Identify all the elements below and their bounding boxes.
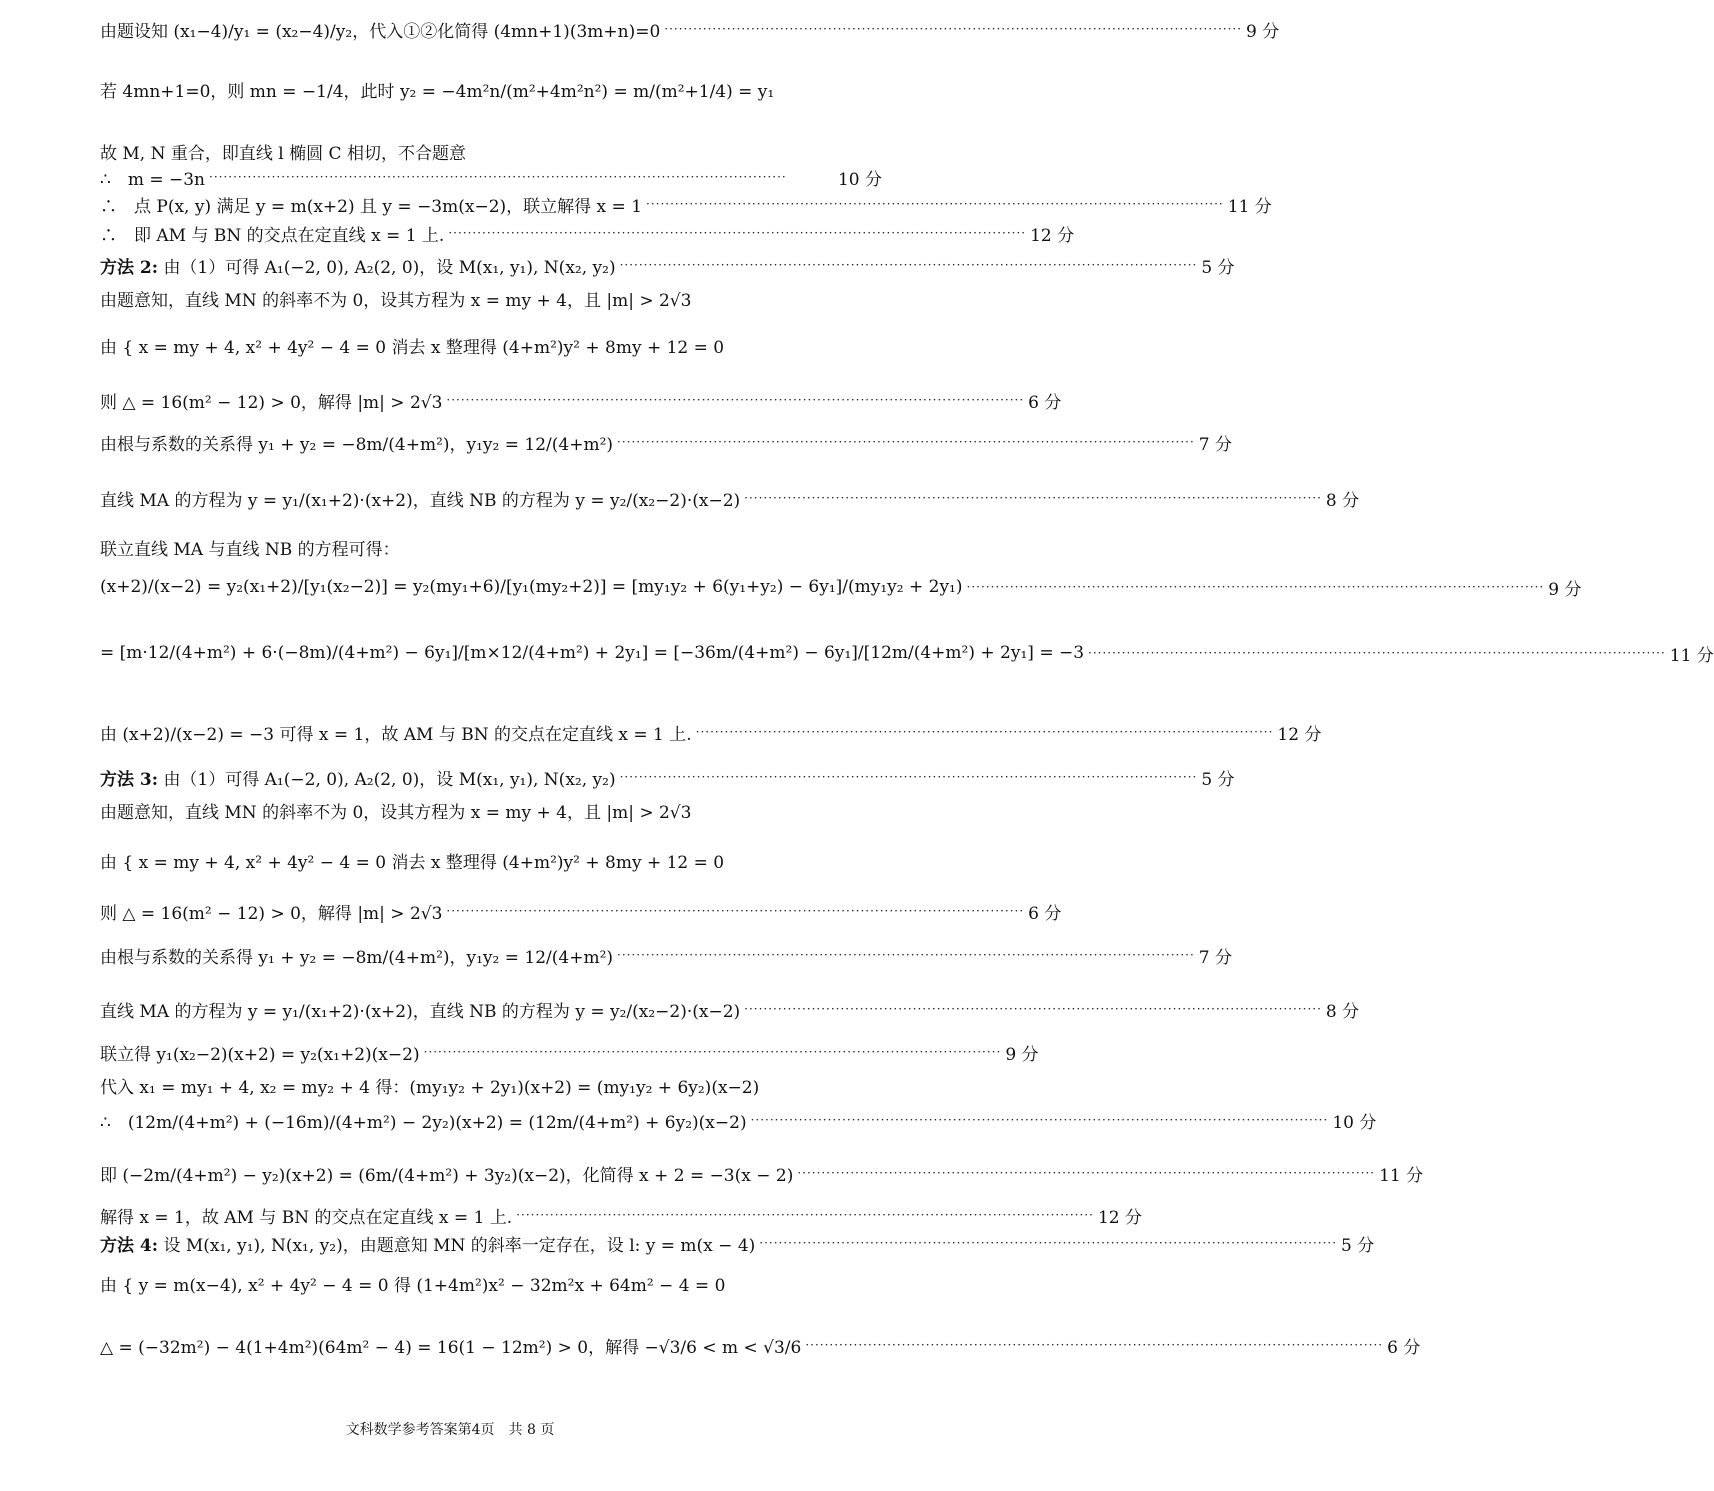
solution-text [100,535,400,560]
score-label: 8 分 [1325,1001,1360,1022]
leader-dots [805,1338,1383,1352]
solution-math: 联立直线 MA 与直线 NB 的方程可得： [100,539,400,560]
score-label: 5 分 [1201,769,1235,790]
solution-math: 由 (x+2)/(x−2) = −3 可得 x = 1，故 AM 与 BN 的交点在定直线 x = 1 上. [100,724,692,745]
solution-line [100,1037,1039,1067]
solution-text [100,430,613,455]
solution-text [100,720,692,745]
solution-text [100,139,466,164]
solution-text [100,333,724,358]
solution-text [100,848,724,873]
solution-text [100,165,205,190]
solution-math: ∴ 即 AM 与 BN 的交点在定直线 x = 1 上. [100,225,445,246]
leader-dots [424,1045,1002,1059]
solution-line [100,74,882,104]
solution-line [100,330,882,360]
score-label: 11 分 [1227,196,1272,217]
solution-line [100,283,882,313]
leader-dots [446,904,1024,918]
solution-line [100,845,882,875]
score-label: 7 分 [1198,947,1232,968]
leader-dots [446,393,1024,407]
solution-line [100,14,1280,44]
solution-line [100,1200,1142,1230]
solution-text [100,1333,801,1358]
solution-math: ∴ m = −3n [100,169,205,190]
solution-math: 由根与系数的关系得 y₁ + y₂ = −8m/(4+m²)，y₁y₂ = 12/(4+m²) [100,434,614,455]
score-label: 10 分 [837,169,882,190]
solution-math: ∴ 点 P(x, y) 满足 y = m(x+2) 且 y = −3m(x−2)，联立解得 x = 1 [100,196,643,217]
solution-math: 则 △ = 16(m² − 12) > 0，解得 |m| > 2√3 [100,903,443,924]
leader-dots [759,1236,1337,1250]
solution-line [100,532,882,562]
solution-math: 设 M(x₁, y₁), N(x₁, y₂)，由题意知 MN 的斜率一定存在，设 l: y = m(x − 4) [163,1235,756,1256]
solution-line [100,427,1232,457]
leader-dots [516,1208,1094,1222]
solution-math: 由 { y = m(x−4), x² + 4y² − 4 = 0 得 (1+4m²)x² − 32m²x + 64m² − 4 = 0 [100,1275,726,1296]
solution-line [100,1070,882,1100]
score-label: 9 分 [1246,21,1280,42]
solution-line [100,994,1360,1024]
solution-line [100,1330,1421,1360]
solution-text [100,997,740,1022]
solution-math: 解得 x = 1，故 AM 与 BN 的交点在定直线 x = 1 上. [100,1207,513,1228]
solution-text [100,1073,759,1098]
solution-text [100,943,613,968]
solution-line [100,385,1062,415]
page-footer: 文科数学参考答案第4页 共 8 页 [345,1422,555,1438]
leader-dots [1088,646,1666,660]
leader-dots [617,435,1195,449]
solution-line [100,717,1322,747]
solution-line [100,1268,882,1298]
solution-line [100,1158,1424,1188]
solution-text [100,1271,725,1296]
solution-math: 若 4mn+1=0，则 mn = −1/4，此时 y₂ = −4m²n/(m²+4m²n²) = m/(m²+1/4) = y₁ [100,81,775,102]
leader-dots [209,170,834,184]
solution-text [100,17,660,42]
solution-math: 由（1）可得 A₁(−2, 0), A₂(2, 0)，设 M(x₁, y₁), N(x₂, y₂) [163,257,616,278]
leader-dots [797,1166,1375,1180]
solution-text [100,286,691,311]
solution-line [100,896,1062,926]
score-label: 9 分 [1548,579,1582,600]
score-label: 6 分 [1028,392,1062,413]
solution-math: 由 { x = my + 4, x² + 4y² − 4 = 0 消去 x 整理得 (4+m²)y² + 8my + 12 = 0 [100,852,725,873]
solution-line [100,218,1075,248]
score-label: 5 分 [1341,1235,1375,1256]
solution-line [100,795,882,825]
method-label: 方法 4: [100,1235,159,1256]
leader-dots [744,491,1322,505]
solution-line [100,162,882,192]
score-label: 5 分 [1201,257,1235,278]
solution-text [100,221,444,246]
solution-text [100,577,963,597]
solution-line [100,940,1232,970]
score-label: 9 分 [1005,1044,1039,1065]
score-label: 11 分 [1669,645,1714,666]
method-label: 方法 2: [100,257,159,278]
solution-math: 联立得 y₁(x₂−2)(x+2) = y₂(x₁+2)(x−2) [100,1044,420,1065]
solution-math: 由（1）可得 A₁(−2, 0), A₂(2, 0)，设 M(x₁, y₁), N(x₂, y₂) [163,769,616,790]
solution-line [100,250,1235,280]
solution-math: 直线 MA 的方程为 y = y₁/(x₁+2)·(x+2)，直线 NB 的方程为 y = y₂/(x₂−2)·(x−2) [100,490,741,511]
solution-math: 由题意知，直线 MN 的斜率不为 0，设其方程为 x = my + 4，且 |m| > 2√3 [100,802,692,823]
score-label: 11 分 [1379,1165,1424,1186]
solution-math: 由根与系数的关系得 y₁ + y₂ = −8m/(4+m²)，y₁y₂ = 12/(4+m²) [100,947,614,968]
score-label: 6 分 [1387,1337,1421,1358]
solution-math: ∴ (12m/(4+m²) + (−16m)/(4+m²) − 2y₂)(x+2) = (12m/(4+m²) + 6y₂)(x−2) [100,1112,747,1133]
solution-text [100,253,616,278]
solution-math: 代入 x₁ = my₁ + 4, x₂ = my₂ + 4 得：(my₁y₂ + 2y₁)(x+2) = (my₁y₂ + 6y₂)(x−2) [100,1077,760,1098]
solution-math: 则 △ = 16(m² − 12) > 0，解得 |m| > 2√3 [100,392,443,413]
leader-dots [646,197,1224,211]
solution-text [100,388,442,413]
score-label: 12 分 [1030,225,1075,246]
leader-dots [617,948,1195,962]
score-label: 7 分 [1198,434,1232,455]
solution-line [100,1105,1377,1135]
solution-text [100,643,1084,663]
solution-text [100,899,442,924]
leader-dots [751,1113,1329,1127]
solution-math: = [m·12/(4+m²) + 6·(−8m)/(4+m²) − 6y₁]/[m×12/(4+m²) + 2y₁] = [−36m/(4+m²) − 6y₁]/[12m/(4+m²) + 2y₁] = −3 [100,643,1085,663]
solution-math: 由 { x = my + 4, x² + 4y² − 4 = 0 消去 x 整理得 (4+m²)y² + 8my + 12 = 0 [100,337,725,358]
solution-text [100,798,691,823]
leader-dots [744,1002,1322,1016]
solution-text [100,77,774,102]
solution-math: (x+2)/(x−2) = y₂(x₁+2)/[y₁(x₂−2)] = y₂(my₁+6)/[y₁(my₂+2)] = [my₁y₂ + 6(y₁+y₂) − 6y₁]/(my₁y₂ + 2y₁) [100,577,963,597]
solution-line [100,483,1360,513]
solution-line [100,638,1714,668]
score-label: 10 分 [1332,1112,1377,1133]
score-label: 8 分 [1325,490,1360,511]
solution-text [100,486,740,511]
leader-dots [620,258,1198,272]
solution-math: 由题设知 (x₁−4)/y₁ = (x₂−4)/y₂，代入①②化简得 (4mn+1)(3m+n)=0 [100,21,661,42]
solution-math: 由题意知，直线 MN 的斜率不为 0，设其方程为 x = my + 4，且 |m| > 2√3 [100,290,692,311]
leader-dots [620,770,1198,784]
solution-text [100,1231,755,1256]
leader-dots [664,22,1242,36]
leader-dots [967,580,1545,594]
solution-line [100,189,1272,219]
leader-dots [696,725,1274,739]
solution-text [100,765,616,790]
solution-text [100,192,642,217]
leader-dots [448,226,1026,240]
solution-line [100,572,1582,602]
solution-math: 故 M, N 重合，即直线 l 椭圆 C 相切，不合题意 [100,143,466,164]
solution-math: 直线 MA 的方程为 y = y₁/(x₁+2)·(x+2)，直线 NB 的方程为 y = y₂/(x₂−2)·(x−2) [100,1001,741,1022]
score-label: 6 分 [1028,903,1062,924]
method-label: 方法 3: [100,769,159,790]
solution-text [100,1203,512,1228]
solution-text [100,1161,793,1186]
solution-line [100,1228,1375,1258]
solution-text [100,1040,420,1065]
score-label: 12 分 [1277,724,1322,745]
solution-math: 即 (−2m/(4+m²) − y₂)(x+2) = (6m/(4+m²) + 3y₂)(x−2)，化简得 x + 2 = −3(x − 2) [100,1165,794,1186]
score-label: 12 分 [1097,1207,1142,1228]
solution-math: △ = (−32m²) − 4(1+4m²)(64m² − 4) = 16(1 − 12m²) > 0，解得 −√3/6 < m < √3/6 [100,1337,802,1358]
solution-text [100,1108,747,1133]
solution-line [100,762,1235,792]
